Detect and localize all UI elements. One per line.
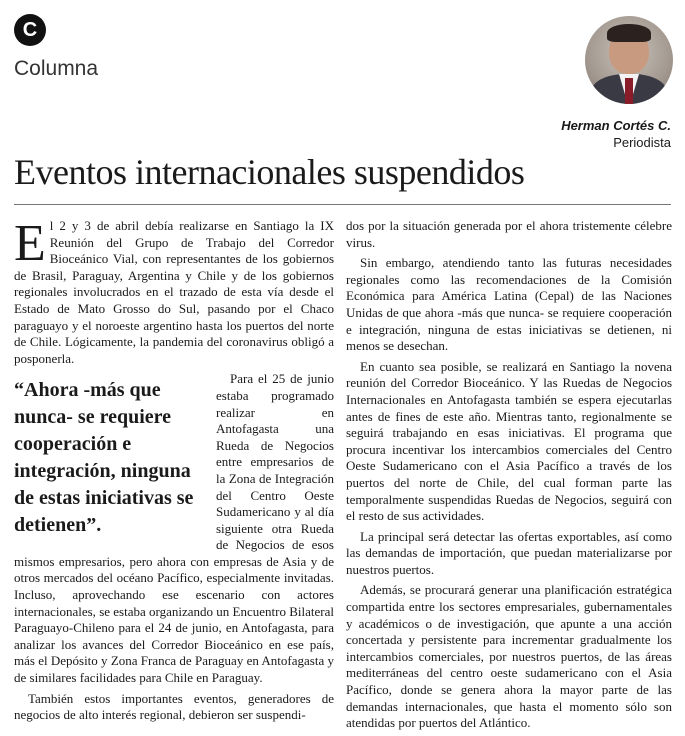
article-paragraph: Además, se procurará generar una planificación estratégica compartida entre los sectores empresariales, gubernamentales y académicos o de investigación, que apunte a una acción concertada y persistente para incrementar gradualmente los intercambios comerciales, por nuestros puertos, de las áreas mediterráneas del centro oeste sudamericano con el Asia Pacífico, donde se genera ahora la mayor parte de las demandas internacionales, que hasta el momento sólo son atendidas por puertos del Atlántico.: [346, 582, 672, 731]
author-byline: [561, 117, 671, 151]
author-role: Periodista: [613, 135, 671, 150]
article-paragraph: Para el 25 de junio estaba programado realizar en Antofagasta una Rueda de Negocios entre empresarios de la Zona de Integración del Centro Oeste Sudamericano y al día siguiente otra Rueda de Negocios de esos mismos empresarios, pero ahora con empresas de Asia y de otros mercados del océano Pacífico, especialmente invitadas. Incluso, aprovechando ese escenario con actores internacionales, se estaba organizando un Encuentro Bilateral Paraguayo-Chileno para el 24 de junio, en Antofagasta, para analizar los avances del Corredor Bioceánico en ese país, más el Depósito y Zona Franca de Paraguay en Antofagasta y de similares facilidades para Chile en Paraguay.: [14, 371, 334, 686]
column-badge: C: [14, 14, 46, 46]
article-headline: Eventos internacionales suspendidos: [14, 152, 525, 192]
article-paragraph: dos por la situación generada por el ahora tristemente célebre virus.: [346, 218, 672, 250]
author-photo: [585, 16, 673, 104]
article-paragraph: La principal será detectar las ofertas exportables, así como las demandas de importación, que puedan materializarse por nuestros puertos.: [346, 528, 672, 577]
section-label: Columna: [14, 57, 99, 80]
headline-divider: [14, 204, 671, 205]
article-paragraph: También estos importantes eventos, generadores de negocios de alto interés regional, debieron ser suspendi-: [14, 690, 334, 723]
article-paragraph: En cuanto sea posible, se realizará en Santiago la novena reunión del Corredor Bioceánico. Y las Ruedas de Negocios Internacionales en Antofagasta también se espera ejecutarlas antes de fines de este año. Mientras tanto, regionalmente se seguirá trabajando en esas iniciativas. El programa que procura incentivar los intercambios comerciales del Centro Oeste Sudamericano con el Asia Pacífico a través de los puertos del norte de Chile, del cual forman parte las temporalmente suspendidas Ruedas de Negocios, seguirá con el resto de sus actividades.: [346, 358, 672, 524]
author-name: Herman Cortés C.: [561, 118, 671, 133]
pull-quote: “Ahora -más que nunca- se requiere cooperación e integración, ninguna de estas iniciativas se detienen”.: [14, 379, 194, 537]
article-column-right: [346, 218, 672, 736]
article-column-left: [14, 215, 334, 728]
article-paragraph: Sin embargo, atendiendo tanto las futuras necesidades regionales como las recomendaciones de la Comisión Económica para América Latina (Cepal) de las Naciones Unidas de que ahora -más que nunca- se requiere cooperación e integración, ninguna de estas iniciativas se detienen, ni menos se desechan.: [346, 255, 672, 354]
drop-cap: E: [14, 215, 46, 272]
article-paragraph: El 2 y 3 de abril debía realizarse en Santiago la IX Reunión del Grupo de Trabajo del Corredor Bioceánico Vial, con representantes de los gobiernos de Brasil, Paraguay, Argentina y Chile y de los gobiernos regionales involucrados en el trazado de esta vía desde el Estado de Mato Grosso do Sul, pasando por el Chaco paraguayo y el noroeste argentino hasta los puertos del norte de Chile. Lógicamente, la pandemia del coronavirus obligó a posponerla.: [14, 215, 334, 366]
